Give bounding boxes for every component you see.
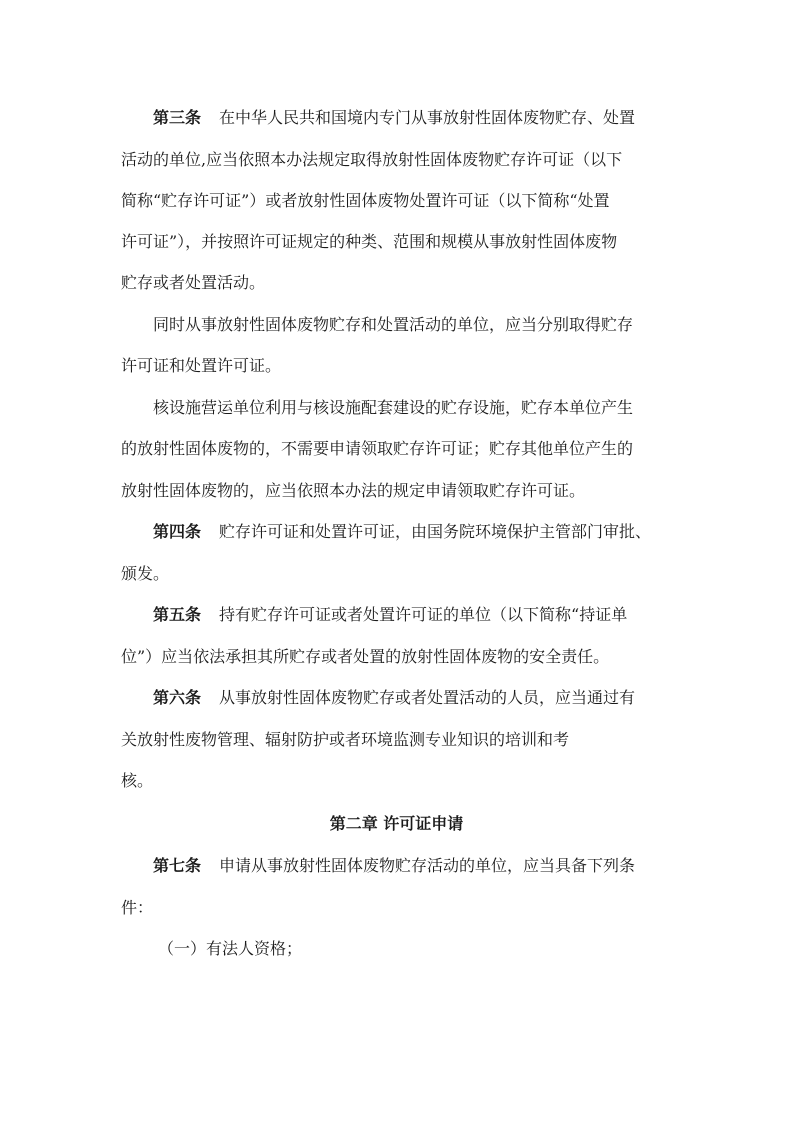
paragraph-both-line-1: 同时从事放射性固体废物贮存和处置活动的单位，应当分别取得贮存: [153, 315, 634, 334]
article-5-label: 第五条: [153, 605, 202, 624]
article-4-line-2: 颁发。: [121, 564, 170, 583]
article-4-label: 第四条: [153, 522, 202, 541]
item-1: （一）有法人资格；: [158, 939, 303, 958]
article-7-line-1: 第七条 申请从事放射性固体废物贮存活动的单位，应当具备下列条: [153, 856, 636, 875]
article-6-label: 第六条: [153, 688, 202, 707]
article-6-line-2: 关放射性废物管理、辐射防护或者环境监测专业知识的培训和考: [121, 730, 570, 749]
paragraph-nuclear-line-1: 核设施营运单位利用与核设施配套建设的贮存设施，贮存本单位产生: [153, 398, 634, 417]
article-3-line-1: 第三条 在中华人民共和国境内专门从事放射性固体废物贮存、处置: [153, 108, 636, 127]
article-7-label: 第七条: [153, 856, 202, 875]
paragraph-nuclear-line-2: 的放射性固体废物的，不需要申请领取贮存许可证；贮存其他单位产生的: [121, 439, 634, 458]
article-3-line-5: 贮存或者处置活动。: [121, 273, 266, 292]
paragraph-nuclear-line-3: 放射性固体废物的，应当依照本办法的规定申请领取贮存许可证。: [121, 481, 586, 500]
article-3-line-4: 许可证”），并按照许可证规定的种类、范围和规模从事放射性固体废物: [121, 232, 618, 251]
article-5-line-2: 位”）应当依法承担其所贮存或者处置的放射性固体废物的安全责任。: [121, 647, 610, 666]
article-3-line-3: 简称“贮存许可证”）或者放射性固体废物处置许可证（以下简称“处置: [121, 191, 610, 210]
paragraph-both-line-2: 许可证和处置许可证。: [121, 356, 282, 375]
article-3-label: 第三条: [153, 108, 202, 127]
article-5-line-1: 第五条 持有贮存许可证或者处置许可证的单位（以下简称“持证单: [153, 605, 628, 624]
article-4-line-1: 第四条 贮存许可证和处置许可证，由国务院环境保护主管部门审批、: [153, 522, 652, 541]
chapter-2-heading: 第二章 许可证申请: [329, 814, 464, 833]
article-7-line-2: 件：: [121, 898, 154, 917]
article-6-line-3: 核。: [121, 771, 154, 790]
article-6-line-1: 第六条 从事放射性固体废物贮存或者处置活动的人员，应当通过有: [153, 688, 636, 707]
article-3-line-2: 活动的单位,应当依照本办法规定取得放射性固体废物贮存许可证（以下: [121, 150, 623, 169]
